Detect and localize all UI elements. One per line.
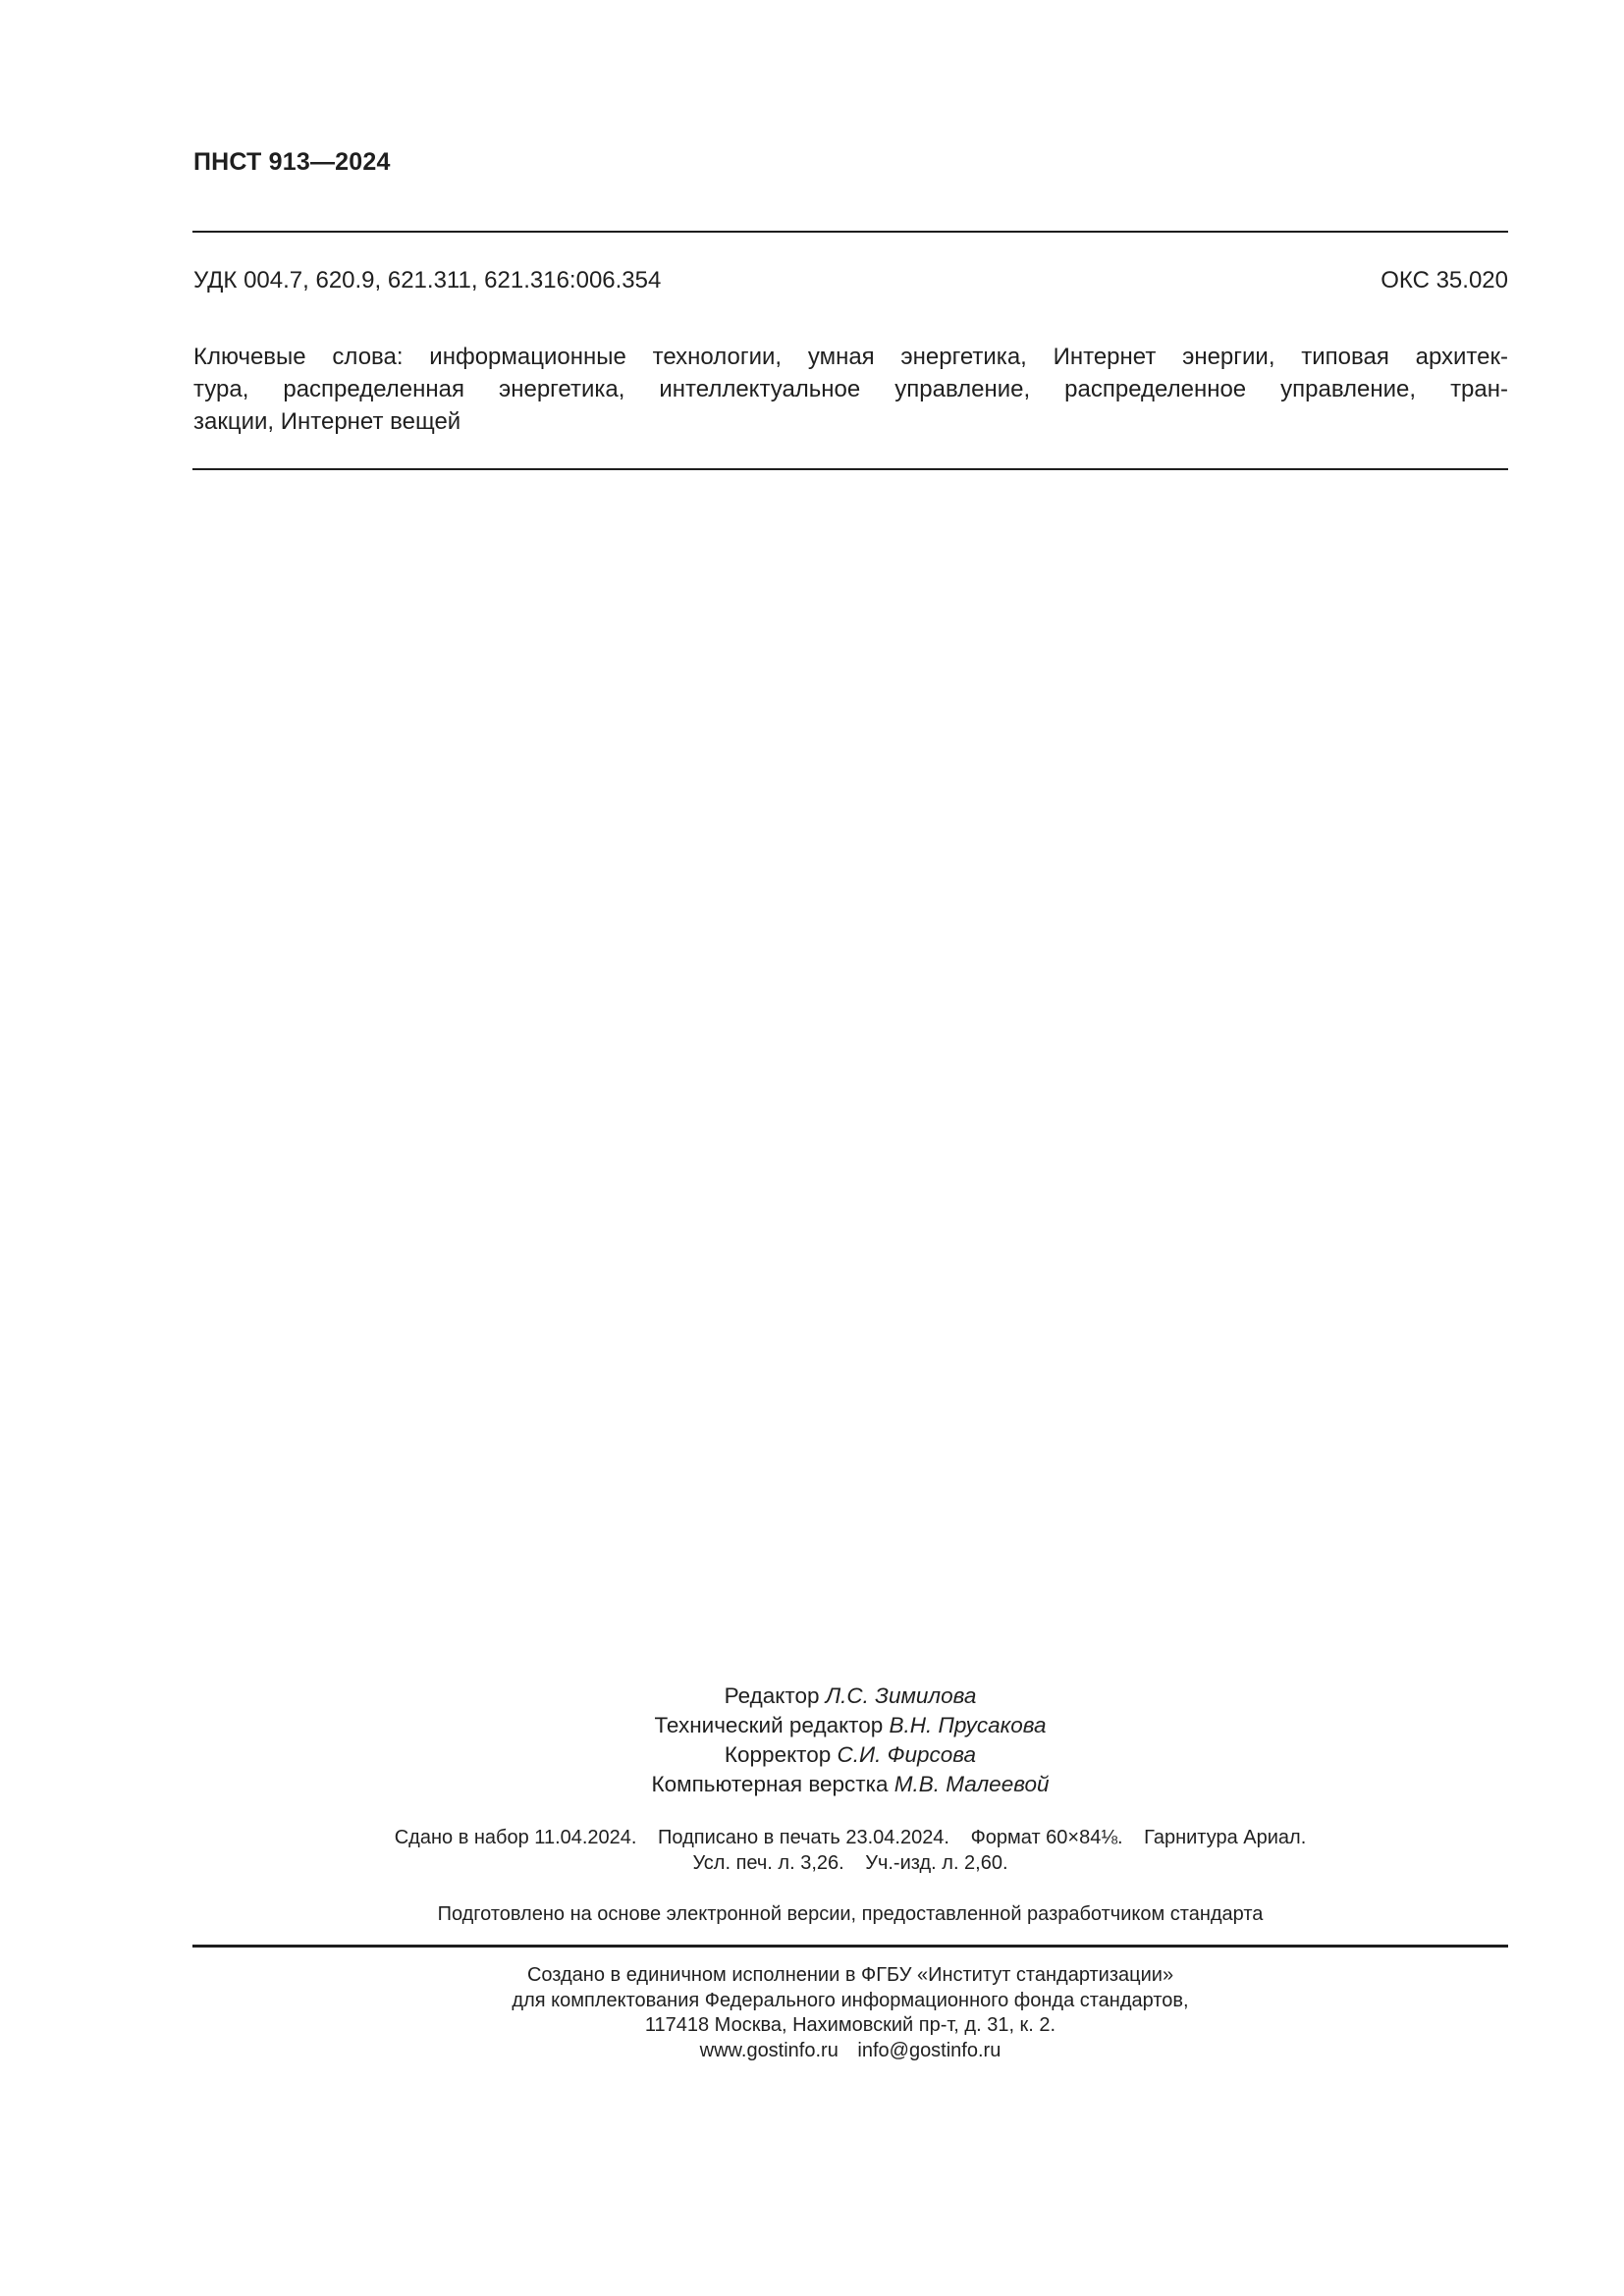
keywords-line: закции, Интернет вещей xyxy=(193,408,461,435)
imprint-publisher-sheets: Уч.-изд. л. 2,60. xyxy=(865,1852,1008,1874)
credit-technical-editor xyxy=(192,1711,1508,1740)
publisher-line: Создано в единичном исполнении в ФГБУ «Институт стандартизации» xyxy=(526,1964,1174,1986)
imprint-block xyxy=(192,1825,1508,1876)
imprint-line-1 xyxy=(192,1825,1508,1850)
publisher-line: для комплектования Федерального информационного фонда стандартов, xyxy=(512,1989,1189,2011)
prepared-note: Подготовлено на основе электронной версии, предоставленной разработчиком стандарта xyxy=(437,1903,1264,1925)
publisher-block xyxy=(192,1963,1508,2064)
credit-name: В.Н. Прусакова xyxy=(889,1713,1047,1737)
document-code: ПНСТ 913—2024 xyxy=(193,148,391,176)
credit-role: Редактор xyxy=(724,1683,820,1708)
oks-code: ОКС 35.020 xyxy=(1380,267,1508,294)
imprint-format: Формат 60×84⅛. xyxy=(970,1827,1123,1848)
imprint-typeface: Гарнитура Ариал. xyxy=(1144,1827,1307,1848)
website-link[interactable]: www.gostinfo.ru xyxy=(699,2040,839,2062)
imprint-submitted: Сдано в набор 11.04.2024. xyxy=(394,1827,637,1848)
credit-editor xyxy=(192,1682,1508,1711)
credit-name: Л.С. Зимилова xyxy=(825,1683,977,1708)
publisher-contacts xyxy=(192,2039,1508,2064)
keywords-line: Ключевые слова: информационные технологии, умная энергетика, Интернет энергии, типовая архитек- xyxy=(193,344,1508,370)
credit-layout xyxy=(192,1770,1508,1799)
credit-role: Корректор xyxy=(724,1742,832,1767)
divider-keywords xyxy=(192,468,1508,470)
udc-codes: УДК 004.7, 620.9, 621.311, 621.316:006.354 xyxy=(193,267,662,294)
keywords-paragraph xyxy=(193,341,1508,438)
publisher-address: 117418 Москва, Нахимовский пр-т, д. 31, к. 2. xyxy=(644,2014,1056,2037)
credits-block xyxy=(192,1682,1508,1799)
credit-role: Технический редактор xyxy=(654,1713,884,1737)
imprint-signed: Подписано в печать 23.04.2024. xyxy=(658,1827,949,1848)
credit-name: С.И. Фирсова xyxy=(837,1742,977,1767)
credit-proofreader xyxy=(192,1740,1508,1770)
classification-row xyxy=(193,267,1508,294)
imprint-print-sheets: Усл. печ. л. 3,26. xyxy=(692,1852,844,1874)
divider-top xyxy=(192,231,1508,233)
credit-name: М.В. Малеевой xyxy=(893,1772,1050,1796)
divider-bottom xyxy=(192,1945,1508,1948)
email-link[interactable]: info@gostinfo.ru xyxy=(857,2040,1001,2062)
imprint-line-2 xyxy=(192,1850,1508,1876)
credit-role: Компьютерная верстка xyxy=(651,1772,889,1796)
keywords-line: тура, распределенная энергетика, интеллектуальное управление, распределенное управление, тран- xyxy=(193,376,1508,402)
